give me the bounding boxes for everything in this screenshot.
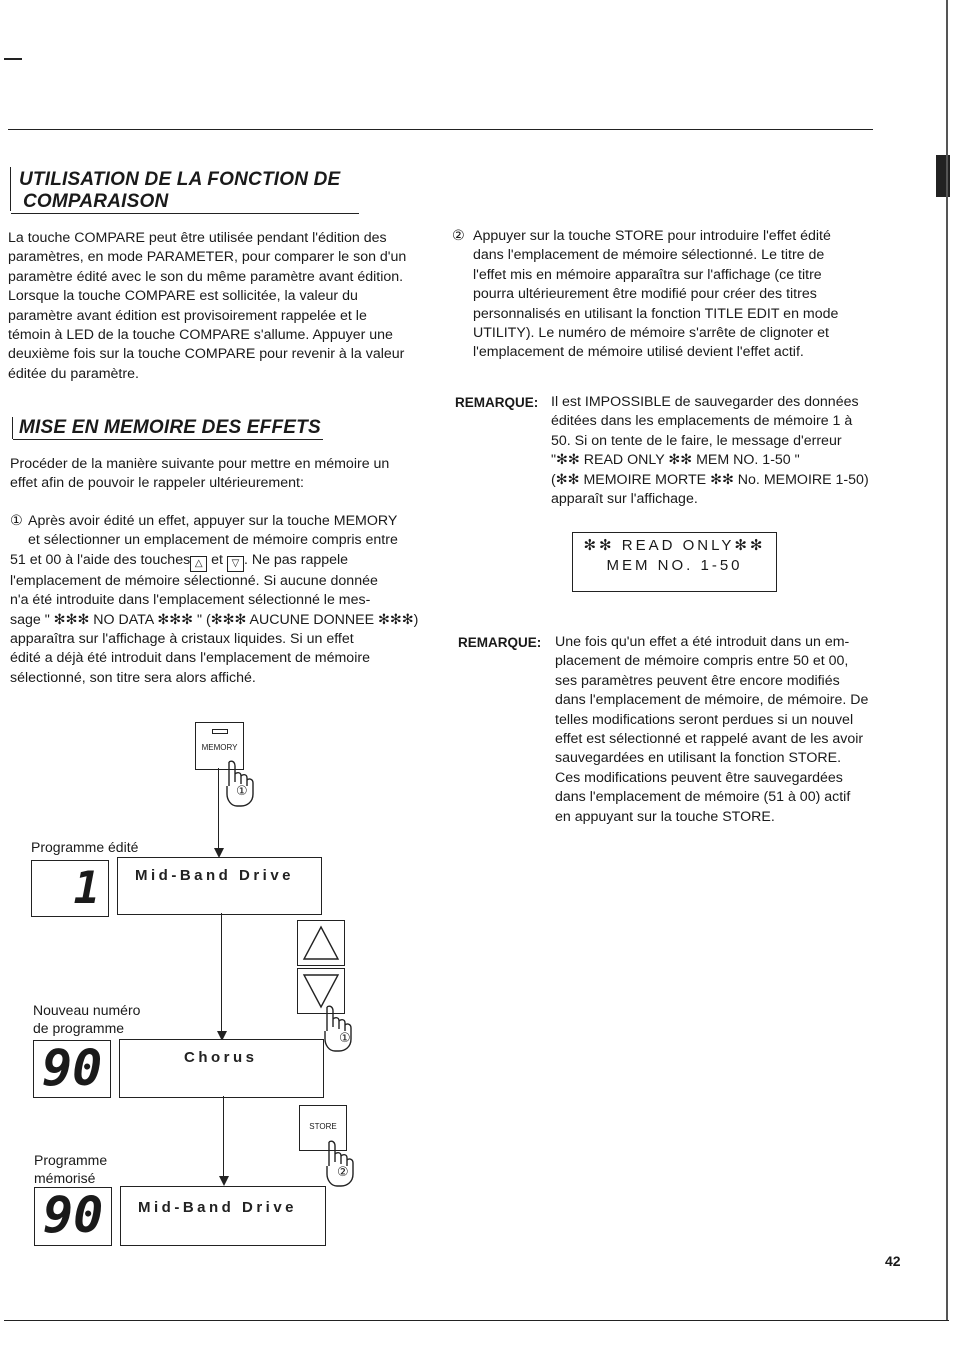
step-1-line: sage " ✻✻✻ NO DATA ✻✻✻ " (✻✻✻ AUCUNE DONNEE ✻✻✻) [10, 611, 419, 628]
lcd-display-3 [120, 1186, 326, 1246]
memory-heading-underline [13, 439, 323, 440]
compare-line: témoin à LED de la touche COMPARE s'allume. Appuyer une [8, 327, 393, 344]
memory-key-led-icon [212, 729, 228, 734]
lcd-display-1 [117, 857, 322, 915]
step-1 [10, 512, 435, 688]
compare-line: deuxième fois sur la touche COMPARE pour revenir à la valeur [8, 346, 405, 363]
step-1-keys-text: 51 et 00 à l'aide des touches [10, 551, 191, 568]
number-display-2-value: 90 [42, 1039, 103, 1097]
step-1-line: l'emplacement de mémoire sélectionné. Si aucune donnée [10, 572, 378, 589]
remark-1-line: éditées dans les emplacements de mémoire 1 à [551, 413, 853, 430]
read-only-line1: ✻✻ READ ONLY✻✻ [583, 537, 766, 554]
number-display-1-value: 1 [73, 863, 100, 914]
remark-2-line: effet est sélectionné et rappelé avant de les avoir [555, 731, 864, 748]
up-triangle-icon [298, 921, 344, 965]
label-new-1: Nouveau numéro [33, 1002, 141, 1018]
compare-heading-line2: COMPARAISON [23, 191, 169, 212]
remark-2-body [555, 633, 895, 827]
remark-2-line: Une fois qu'un effet a été introduit dans un em- [555, 634, 850, 650]
flow-line-3 [223, 1096, 224, 1183]
step-1-line: Après avoir édité un effet, appuyer sur la touche MEMORY [28, 513, 398, 529]
remark-1-line: apparaît sur l'affichage. [551, 491, 698, 508]
memory-intro-line: Procéder de la manière suivante pour mettre en mémoire un [10, 456, 390, 472]
arrow-down-icon [218, 1174, 230, 1186]
lcd-display-1-text: Mid-Band Drive [135, 867, 295, 884]
remark-1-line: (✻✻ MEMOIRE MORTE ✻✻ No. MEMOIRE 1-50) [551, 471, 869, 488]
remark-2-line: placement de mémoire compris entre 50 et 00, [555, 653, 849, 670]
remark-1-line: Il est IMPOSSIBLE de sauvegarder des données [551, 394, 859, 410]
compare-line: paramètres, en mode PARAMETER, pour comparer le son d'un [8, 249, 407, 266]
page-number: 42 [885, 1253, 901, 1269]
step-2 [452, 227, 892, 363]
memory-intro-line: effet afin de pouvoir le rappeler ultérieurement: [10, 475, 304, 492]
compare-line: paramètre édité avec le son du même paramètre avant édition. [8, 268, 404, 285]
top-rule [8, 129, 873, 130]
step-2-line: l'effet mis en mémoire apparaîtra sur l'affichage (ce titre [473, 266, 822, 283]
remark-1-line: "✻✻ READ ONLY ✻✻ MEM NO. 1-50 " [551, 452, 800, 469]
step-1-number: ① [10, 513, 23, 529]
number-display-1 [31, 860, 109, 917]
remark-2-line: Ces modifications peuvent être sauvegardées [555, 769, 843, 786]
store-key-label: STORE [309, 1122, 337, 1131]
lcd-display-2-text: Chorus [184, 1049, 258, 1066]
label-edited: Programme édité [31, 839, 139, 855]
memory-heading: MISE EN MEMOIRE DES EFFETS [19, 417, 321, 438]
number-display-3-value: 90 [43, 1186, 104, 1244]
remark-1-line: 50. Si on tente de le faire, le message d'erreur [551, 432, 842, 449]
step-2-line: pourra ultérieurement être modifié pour créer des titres [473, 286, 817, 303]
step-2-line: personnalisés en utilisant la fonction TITLE EDIT en mode [473, 305, 839, 322]
remark-2-line: ses paramètres peuvent être encore modifiés [555, 672, 840, 689]
step-2-line: dans l'emplacement de mémoire sélectionné. Le titre de [473, 247, 825, 264]
finger-1-mark: ① [236, 783, 248, 798]
memory-key-label: MEMORY [201, 743, 238, 752]
step-2-line: UTILITY). Le numéro de mémoire s'arrête de clignoter et [473, 325, 829, 342]
memory-intro [10, 455, 430, 494]
label-stored-1: Programme [34, 1152, 108, 1168]
memory-heading-box [12, 417, 331, 439]
compare-line: Lorsque la touche COMPARE est sollicitée, la valeur du [8, 288, 358, 305]
up-key[interactable] [297, 920, 345, 966]
up-key-inline-icon: △ [190, 556, 207, 572]
compare-line: La touche COMPARE peut être utilisée pendant l'édition des [8, 230, 387, 246]
step-2-number: ② [452, 228, 465, 244]
remark-2-line: telles modifications seront perdues si un nouvel [555, 711, 854, 728]
step-1-line: n'a été introduite dans l'emplacement sélectionné le mes- [10, 592, 371, 609]
number-display-3 [34, 1187, 112, 1246]
remark-1-label: REMARQUE: [455, 395, 539, 410]
read-only-display [572, 532, 777, 592]
remark-2-label: REMARQUE: [458, 635, 542, 650]
label-stored-2: mémorisé [34, 1170, 96, 1186]
down-key-inline-icon: ▽ [227, 556, 244, 572]
compare-heading-box [10, 167, 361, 211]
step-1-rest: . Ne pas rappele [243, 551, 349, 568]
lcd-display-3-text: Mid-Band Drive [138, 1199, 298, 1216]
compare-heading-underline [11, 213, 359, 214]
compare-heading-line1: UTILISATION DE LA FONCTION DE [19, 169, 341, 190]
step-1-line: apparaîtra sur l'affichage à cristaux liquides. Si un effet [10, 631, 354, 648]
remark-1-body [551, 393, 891, 509]
bottom-rule [4, 1320, 949, 1321]
remark-2-line: en appuyant sur la touche STORE. [555, 808, 775, 825]
finger-3-mark: ② [337, 1164, 349, 1179]
step-1-line-keys [10, 551, 435, 572]
step-1-and: et [211, 551, 223, 568]
label-new-2: de programme [33, 1020, 125, 1036]
finger-2-mark: ① [339, 1030, 351, 1045]
remark-2-line: dans l'emplacement de mémoire, de mémoire. De [555, 692, 869, 709]
compare-line: paramètre avant édition est provisoirement rappelée et le [8, 307, 367, 324]
step-2-line: Appuyer sur la touche STORE pour introduire l'effet édité [473, 228, 831, 244]
compare-paragraph [8, 229, 433, 384]
number-display-2 [33, 1040, 111, 1098]
remark-2-line: sauvegardées en utilisant la fonction STORE. [555, 750, 842, 767]
top-left-mark [4, 58, 22, 60]
step-1-line: édité a déjà été introduit dans l'emplacement de mémoire [10, 650, 370, 667]
compare-line: éditée du paramètre. [8, 365, 139, 382]
read-only-line2: MEM NO. 1-50 [606, 557, 743, 574]
lcd-display-2 [119, 1039, 324, 1098]
right-edge-line [946, 0, 948, 1320]
flow-line-2 [221, 913, 222, 1038]
remark-2-line: dans l'emplacement de mémoire (51 à 00) actif [555, 789, 851, 806]
flow-line-1 [218, 768, 219, 854]
step-1-line: sélectionné, son titre sera alors affiché. [10, 669, 256, 686]
step-2-line: l'emplacement de mémoire utilisé devient l'effet actif. [473, 344, 804, 361]
step-1-line: et sélectionner un emplacement de mémoire compris entre [28, 532, 398, 549]
